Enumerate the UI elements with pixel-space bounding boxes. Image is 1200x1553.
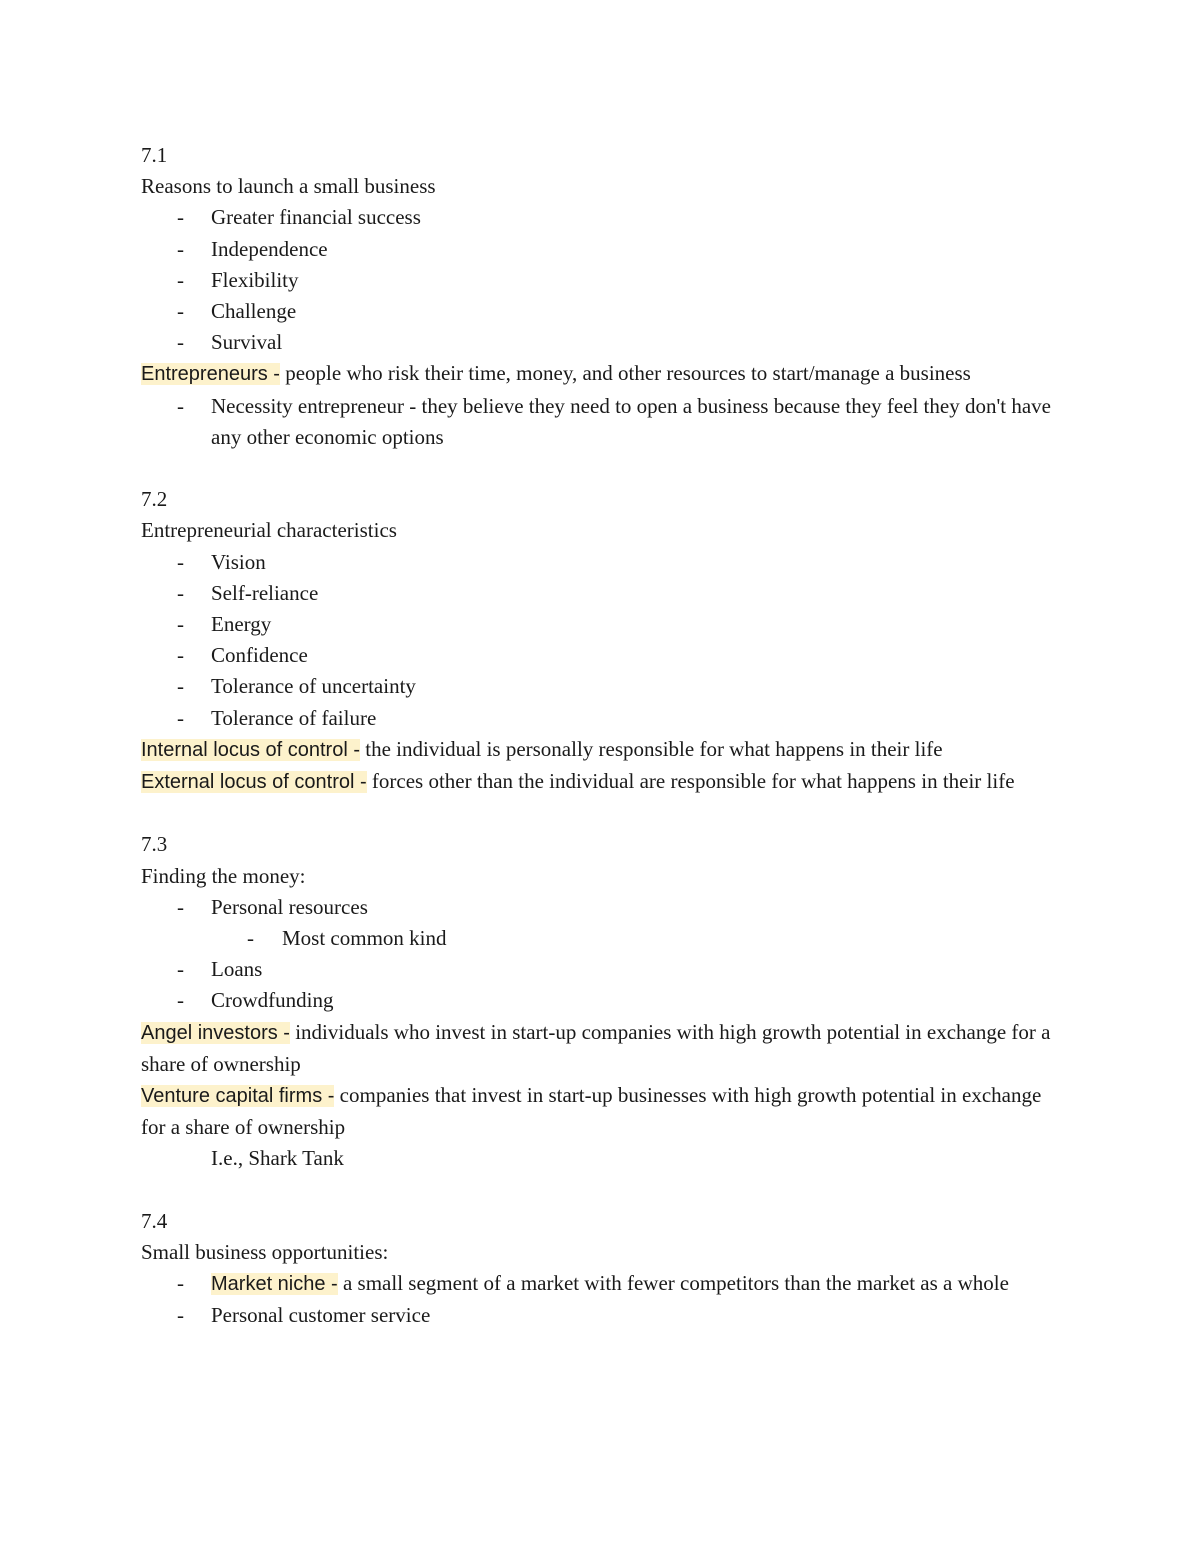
- example-note: I.e., Shark Tank: [211, 1146, 344, 1171]
- highlighted-term: External locus of control -: [141, 771, 367, 794]
- section-7-3: [141, 829, 1061, 1174]
- section-7-1: [141, 140, 1061, 453]
- list-item: - Most common kind: [247, 926, 447, 951]
- list-item: - Greater financial success: [177, 205, 421, 230]
- list-item: - Vision: [177, 549, 266, 574]
- highlighted-term: Angel investors -: [141, 1021, 290, 1044]
- document-page: [141, 140, 1061, 1332]
- highlighted-term: Internal locus of control -: [141, 738, 360, 761]
- list-item: - Personal customer service: [177, 1303, 431, 1328]
- section-7-2: [141, 484, 1061, 798]
- section-number: 7.4: [141, 1208, 168, 1233]
- list-item: - Survival: [177, 330, 283, 355]
- section-7-4: [141, 1206, 1061, 1332]
- list-item: - Independence: [177, 236, 328, 261]
- highlighted-term: Entrepreneurs -: [141, 363, 280, 386]
- definition: Angel investors - individuals who invest in start-up companies with high growth potential in exchange for a share of ownership: [141, 1019, 1051, 1076]
- list-item: - Crowdfunding: [177, 988, 334, 1013]
- list-item: - Personal resources: [177, 894, 368, 919]
- definition: External locus of control - forces other than the individual are responsible for what happens in their life: [141, 769, 1015, 794]
- highlighted-term: Market niche -: [211, 1273, 338, 1296]
- section-number: 7.3: [141, 832, 168, 857]
- list-item: - Self-reliance: [177, 580, 319, 605]
- section-number: 7.1: [141, 143, 168, 167]
- section-heading: Entrepreneurial characteristics: [141, 518, 397, 543]
- definition: Venture capital firms - companies that invest in start-up businesses with high growth potential in exchange for a share of ownership: [141, 1083, 1042, 1140]
- definition: Internal locus of control - the individual is personally responsible for what happens in their life: [141, 736, 943, 761]
- list-item: - Market niche - a small segment of a market with fewer competitors than the market as a whole: [177, 1271, 1009, 1296]
- list-item: - Flexibility: [177, 267, 299, 292]
- highlighted-term: Venture capital firms -: [141, 1085, 335, 1108]
- list-item: - Necessity entrepreneur - they believe they need to open a business because they feel they don't have any other economic options: [177, 393, 1051, 449]
- list-item: - Confidence: [177, 643, 308, 668]
- section-heading: Finding the money:: [141, 863, 306, 888]
- definition: Entrepreneurs - people who risk their time, money, and other resources to start/manage a business: [141, 361, 971, 386]
- list-item: - Tolerance of failure: [177, 705, 377, 730]
- list-item: - Tolerance of uncertainty: [177, 674, 416, 699]
- section-heading: Small business opportunities:: [141, 1240, 389, 1265]
- section-number: 7.2: [141, 487, 168, 512]
- list-item: - Loans: [177, 957, 263, 982]
- list-item: - Energy: [177, 612, 272, 637]
- list-item: - Challenge: [177, 299, 297, 324]
- section-heading: Reasons to launch a small business: [141, 174, 436, 199]
